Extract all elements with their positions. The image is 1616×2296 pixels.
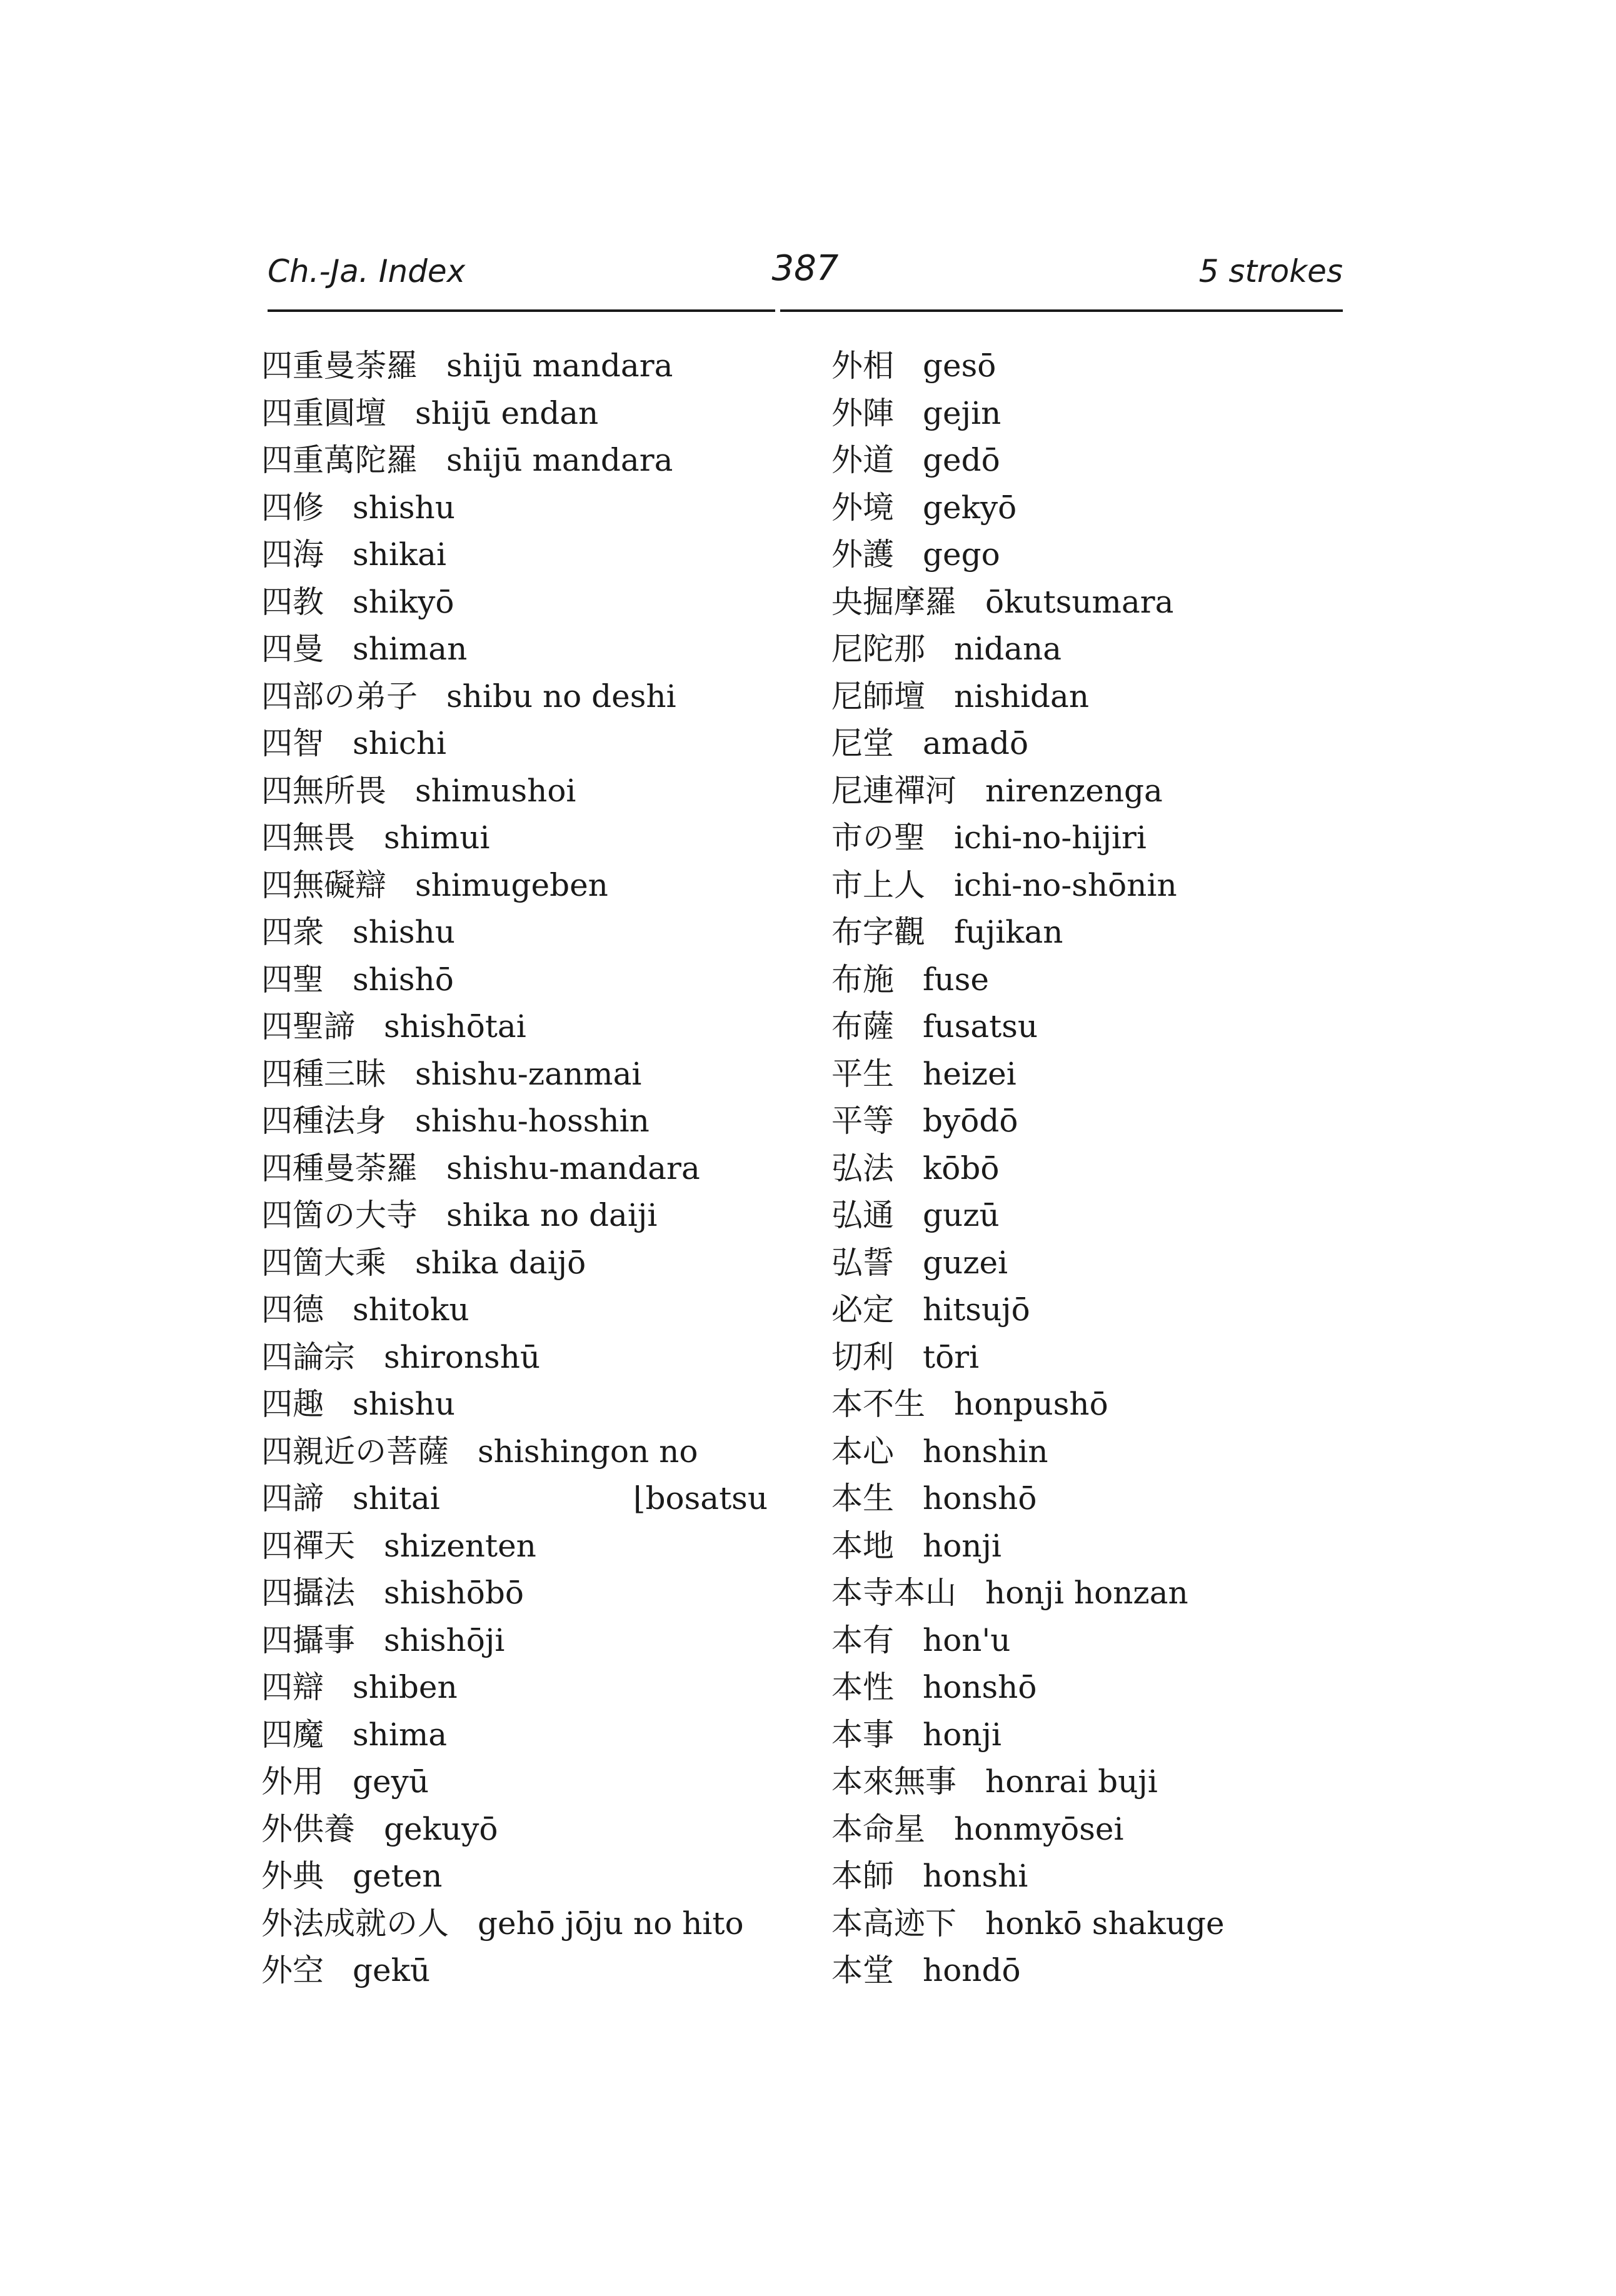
index-section-title: Ch.-Ja. Index bbox=[268, 253, 466, 289]
index-entry bbox=[831, 390, 1344, 438]
entry-reading: honji bbox=[923, 1527, 1002, 1564]
entry-reading: guzei bbox=[923, 1244, 1008, 1281]
entry-reading: gekyō bbox=[923, 489, 1017, 526]
index-entry bbox=[831, 437, 1344, 484]
entry-reading: gekū bbox=[353, 1952, 431, 1988]
entry-term: 尼堂 bbox=[831, 725, 894, 761]
entry-reading: shikyō bbox=[353, 583, 454, 620]
index-entry bbox=[261, 1806, 799, 1853]
entry-reading: shishu-mandara bbox=[446, 1150, 700, 1186]
index-entry bbox=[831, 1712, 1344, 1759]
entry-reading: honkō shakuge bbox=[985, 1905, 1225, 1942]
entry-reading: gesō bbox=[923, 348, 996, 384]
entry-term: 四德 bbox=[261, 1291, 324, 1328]
index-entry bbox=[831, 1381, 1344, 1428]
entry-reading: shiben bbox=[353, 1669, 458, 1705]
entry-term: 本生 bbox=[831, 1480, 894, 1516]
entry-reading: shijū mandara bbox=[446, 442, 673, 478]
entry-term: 四種法身 bbox=[261, 1103, 386, 1139]
index-entry bbox=[831, 1570, 1344, 1617]
entry-term: 外陣 bbox=[831, 394, 894, 431]
entry-term: 四趣 bbox=[261, 1386, 324, 1422]
index-entry bbox=[831, 531, 1344, 579]
index-entry bbox=[831, 1240, 1344, 1287]
entry-reading: gedō bbox=[923, 442, 1000, 478]
entry-reading: fujikan bbox=[954, 914, 1063, 950]
index-entry bbox=[831, 626, 1344, 673]
index-entry bbox=[831, 673, 1344, 721]
entry-term: 布施 bbox=[831, 961, 894, 998]
index-entry bbox=[261, 862, 799, 910]
entry-term: 四重曼荼羅 bbox=[261, 348, 418, 384]
entry-term: 本師 bbox=[831, 1858, 894, 1894]
index-entry bbox=[831, 579, 1344, 626]
index-entry bbox=[261, 768, 799, 815]
entry-term: 必定 bbox=[831, 1291, 894, 1328]
index-entry bbox=[261, 1286, 799, 1334]
entry-reading: honshō bbox=[923, 1669, 1037, 1705]
entry-reading: geten bbox=[353, 1858, 443, 1894]
index-entry bbox=[831, 862, 1344, 910]
entry-term: 四部の弟子 bbox=[261, 678, 418, 714]
entry-term: 本心 bbox=[831, 1433, 894, 1470]
entry-term: 尼陀那 bbox=[831, 631, 925, 667]
entry-reading: shishu bbox=[353, 1386, 455, 1422]
index-entry bbox=[831, 1523, 1344, 1570]
entry-term: 布字觀 bbox=[831, 914, 925, 950]
entry-reading: shichi bbox=[353, 725, 447, 761]
index-entry bbox=[261, 1145, 799, 1193]
index-entry bbox=[831, 1617, 1344, 1665]
entry-reading: fuse bbox=[923, 961, 989, 998]
entry-reading: shishō bbox=[353, 961, 454, 998]
index-entry bbox=[261, 343, 799, 390]
index-entry bbox=[261, 1758, 799, 1806]
entry-term: 四箇大乘 bbox=[261, 1244, 386, 1281]
entry-term: 布薩 bbox=[831, 1008, 894, 1045]
entry-reading: gehō jōju no hito bbox=[478, 1905, 744, 1942]
index-entry bbox=[261, 1334, 799, 1381]
page-header bbox=[268, 248, 1343, 316]
entry-reading: geyū bbox=[353, 1763, 429, 1800]
entry-term: 四種曼荼羅 bbox=[261, 1150, 418, 1186]
entry-reading: shima bbox=[353, 1716, 448, 1753]
index-entry bbox=[831, 1098, 1344, 1145]
entry-term: 外護 bbox=[831, 536, 894, 573]
entry-reading: shimugeben bbox=[415, 866, 608, 903]
entry-reading: shishōtai bbox=[384, 1008, 526, 1045]
entry-term: 平生 bbox=[831, 1055, 894, 1092]
entry-reading: shikai bbox=[353, 536, 446, 573]
entry-reading: shishingon no bbox=[478, 1433, 698, 1470]
index-entry bbox=[831, 815, 1344, 862]
entry-term: 本寺本山 bbox=[831, 1575, 956, 1611]
entry-reading: shishu bbox=[353, 914, 455, 950]
index-entry bbox=[831, 1428, 1344, 1476]
entry-term: 外法成就の人 bbox=[261, 1905, 449, 1942]
entry-reading: shijū mandara bbox=[446, 348, 673, 384]
entry-reading: byōdō bbox=[923, 1103, 1018, 1139]
entry-reading: shironshū bbox=[384, 1338, 541, 1375]
entry-term: 市上人 bbox=[831, 866, 925, 903]
entry-reading: honpushō bbox=[954, 1386, 1108, 1422]
index-entry bbox=[261, 1570, 799, 1617]
index-entry bbox=[261, 1428, 799, 1476]
entry-reading: shizenten bbox=[384, 1527, 536, 1564]
entry-term: 平等 bbox=[831, 1103, 894, 1139]
entry-reading: guzū bbox=[923, 1197, 1000, 1233]
entry-reading: shika daijō bbox=[415, 1244, 586, 1281]
entry-reading: fusatsu bbox=[923, 1008, 1038, 1045]
index-entry bbox=[831, 1145, 1344, 1193]
index-entry bbox=[261, 720, 799, 768]
entry-reading: ichi-no-hijiri bbox=[954, 820, 1147, 856]
index-entry bbox=[261, 1853, 799, 1900]
index-entry bbox=[831, 1853, 1344, 1900]
entry-reading: honshin bbox=[923, 1433, 1048, 1470]
entry-reading: gego bbox=[923, 536, 1000, 573]
index-entry bbox=[831, 1003, 1344, 1051]
entry-term: 外典 bbox=[261, 1858, 324, 1894]
page-number: 387 bbox=[771, 248, 839, 289]
index-entry bbox=[261, 1523, 799, 1570]
index-entry bbox=[261, 484, 799, 532]
entry-term: 尼師壇 bbox=[831, 678, 925, 714]
entry-term: 外供養 bbox=[261, 1810, 355, 1847]
entry-reading: shibu no deshi bbox=[446, 678, 676, 714]
index-entry bbox=[261, 1240, 799, 1287]
entry-term: 四衆 bbox=[261, 914, 324, 950]
index-entry bbox=[261, 1098, 799, 1145]
entry-reading: shishōbō bbox=[384, 1575, 524, 1611]
entry-reading: shitai bbox=[353, 1480, 440, 1516]
entry-term: 本性 bbox=[831, 1669, 894, 1705]
entry-reading: ichi-no-shōnin bbox=[954, 866, 1177, 903]
index-entry bbox=[831, 1806, 1344, 1853]
entry-term: 四海 bbox=[261, 536, 324, 573]
entry-term: 弘法 bbox=[831, 1150, 894, 1186]
entry-term: 弘誓 bbox=[831, 1244, 894, 1281]
entry-term: 外用 bbox=[261, 1763, 324, 1800]
entry-term: 四智 bbox=[261, 725, 324, 761]
index-entry bbox=[831, 720, 1344, 768]
index-entry bbox=[261, 956, 799, 1004]
index-entry bbox=[831, 1286, 1344, 1334]
index-entry bbox=[831, 1900, 1344, 1948]
entry-reading: heizei bbox=[923, 1055, 1016, 1092]
index-entry bbox=[831, 1475, 1344, 1523]
index-entry bbox=[831, 343, 1344, 390]
index-entry bbox=[261, 1192, 799, 1240]
entry-reading: honshō bbox=[923, 1480, 1037, 1516]
index-entry bbox=[831, 1192, 1344, 1240]
entry-reading: shitoku bbox=[353, 1291, 469, 1328]
entry-reading: nirenzenga bbox=[985, 772, 1163, 809]
index-entry bbox=[261, 1617, 799, 1665]
index-entry bbox=[261, 531, 799, 579]
index-entry bbox=[261, 815, 799, 862]
index-entry bbox=[831, 1051, 1344, 1098]
entry-term: 四聖諦 bbox=[261, 1008, 355, 1045]
index-entry bbox=[261, 579, 799, 626]
index-column-right bbox=[831, 343, 1344, 1995]
entry-reading: tōri bbox=[923, 1338, 980, 1375]
entry-term: 四教 bbox=[261, 583, 324, 620]
header-rule-left bbox=[268, 309, 775, 312]
entry-term: 外境 bbox=[831, 489, 894, 526]
entry-reading: gejin bbox=[923, 394, 1001, 431]
entry-reading: shishu bbox=[353, 489, 455, 526]
index-entry bbox=[831, 956, 1344, 1004]
entry-term: 本有 bbox=[831, 1622, 894, 1658]
entry-reading-continuation: ⌊bosatsu bbox=[633, 1480, 768, 1516]
index-entry bbox=[261, 1051, 799, 1098]
entry-term: 外道 bbox=[831, 442, 894, 478]
index-entry bbox=[261, 626, 799, 673]
entry-term: 本命星 bbox=[831, 1810, 925, 1847]
entry-term: 四諦 bbox=[261, 1480, 324, 1516]
entry-term: 四論宗 bbox=[261, 1338, 355, 1375]
entry-term: 四聖 bbox=[261, 961, 324, 998]
index-entry bbox=[831, 1334, 1344, 1381]
entry-term: 四曼 bbox=[261, 631, 324, 667]
index-entry bbox=[261, 1900, 799, 1948]
entry-term: 市の聖 bbox=[831, 820, 925, 856]
index-column-left bbox=[261, 343, 799, 1995]
entry-reading: shiman bbox=[353, 631, 468, 667]
entry-reading: honshi bbox=[923, 1858, 1028, 1894]
entry-reading: ōkutsumara bbox=[985, 583, 1174, 620]
entry-term: 四攝事 bbox=[261, 1622, 355, 1658]
index-entry bbox=[261, 1664, 799, 1712]
entry-reading: hitsujō bbox=[923, 1291, 1030, 1328]
index-entry bbox=[261, 1475, 799, 1523]
entry-term: 弘通 bbox=[831, 1197, 894, 1233]
entry-term: 本來無事 bbox=[831, 1763, 956, 1800]
index-entry bbox=[261, 437, 799, 484]
entry-term: 外空 bbox=[261, 1952, 324, 1988]
index-entry bbox=[831, 768, 1344, 815]
entry-term: 本高迹下 bbox=[831, 1905, 956, 1942]
stroke-count-heading: 5 strokes bbox=[1198, 253, 1343, 289]
entry-term: 四種三昧 bbox=[261, 1055, 386, 1092]
entry-reading: shimushoi bbox=[415, 772, 576, 809]
entry-term: 四重圓壇 bbox=[261, 394, 386, 431]
entry-term: 央掘摩羅 bbox=[831, 583, 956, 620]
entry-reading: honji bbox=[923, 1716, 1002, 1753]
index-entry bbox=[261, 909, 799, 956]
entry-reading: hondō bbox=[923, 1952, 1021, 1988]
entry-reading: shimui bbox=[384, 820, 490, 856]
entry-term: 外相 bbox=[831, 348, 894, 384]
index-entry bbox=[261, 390, 799, 438]
entry-term: 尼連禪河 bbox=[831, 772, 956, 809]
header-rule-right bbox=[780, 309, 1343, 312]
entry-reading: nidana bbox=[954, 631, 1062, 667]
entry-term: 本地 bbox=[831, 1527, 894, 1564]
entry-term: 四無畏 bbox=[261, 820, 355, 856]
entry-term: 本堂 bbox=[831, 1952, 894, 1988]
entry-reading: shishu-zanmai bbox=[415, 1055, 642, 1092]
entry-reading: kōbō bbox=[923, 1150, 1000, 1186]
index-entry bbox=[261, 1381, 799, 1428]
index-entry bbox=[261, 673, 799, 721]
index-entry bbox=[261, 1712, 799, 1759]
entry-reading: shika no daiji bbox=[446, 1197, 658, 1233]
index-entry bbox=[831, 1664, 1344, 1712]
entry-reading: honji honzan bbox=[985, 1575, 1188, 1611]
entry-term: 四攝法 bbox=[261, 1575, 355, 1611]
entry-term: 四魔 bbox=[261, 1716, 324, 1753]
index-entry bbox=[831, 909, 1344, 956]
index-entry bbox=[261, 1947, 799, 1995]
index-entry bbox=[831, 484, 1344, 532]
entry-reading: shishōji bbox=[384, 1622, 505, 1658]
entry-term: 切利 bbox=[831, 1338, 894, 1375]
entry-reading: hon'u bbox=[923, 1622, 1011, 1658]
entry-term: 四親近の菩薩 bbox=[261, 1433, 449, 1470]
entry-term: 四箇の大寺 bbox=[261, 1197, 418, 1233]
index-entry bbox=[831, 1947, 1344, 1995]
entry-reading: shishu-hosshin bbox=[415, 1103, 650, 1139]
entry-reading: nishidan bbox=[954, 678, 1090, 714]
entry-term: 本不生 bbox=[831, 1386, 925, 1422]
entry-reading: honmyōsei bbox=[954, 1810, 1124, 1847]
entry-term: 四無所畏 bbox=[261, 772, 386, 809]
entry-reading: honrai buji bbox=[985, 1763, 1158, 1800]
entry-term: 四修 bbox=[261, 489, 324, 526]
entry-term: 四無礙辯 bbox=[261, 866, 386, 903]
entry-reading: amadō bbox=[923, 725, 1029, 761]
index-entry bbox=[831, 1758, 1344, 1806]
entry-term: 四禪天 bbox=[261, 1527, 355, 1564]
entry-reading: shijū endan bbox=[415, 394, 599, 431]
entry-term: 本事 bbox=[831, 1716, 894, 1753]
entry-reading: gekuyō bbox=[384, 1810, 498, 1847]
index-entry bbox=[261, 1003, 799, 1051]
entry-term: 四辯 bbox=[261, 1669, 324, 1705]
entry-term: 四重萬陀羅 bbox=[261, 442, 418, 478]
